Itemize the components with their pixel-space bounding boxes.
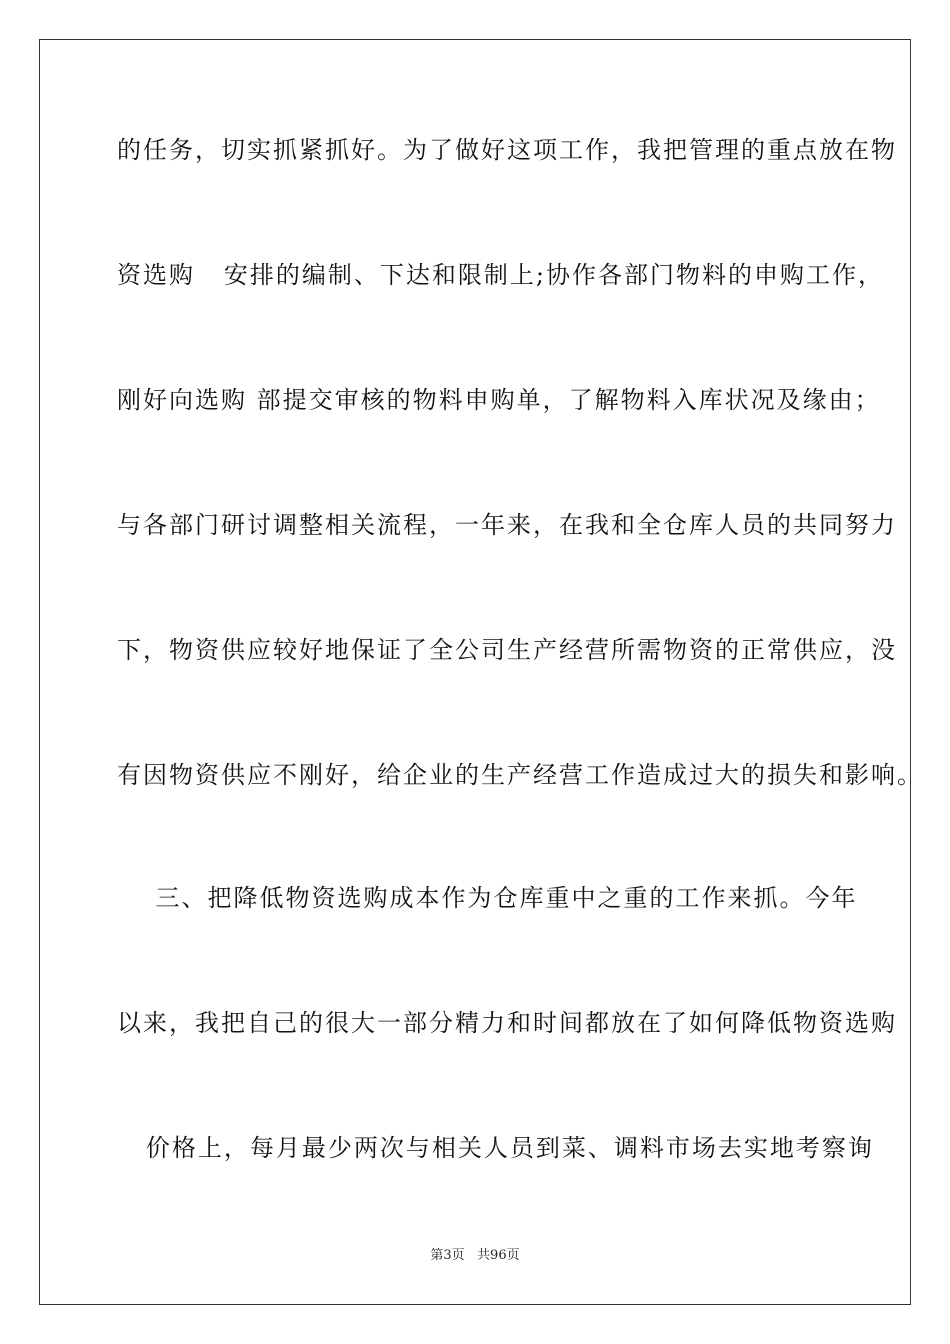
body-text-line: 刚好向选购 部提交审核的物料申购单，了解物料入库状况及缘由； xyxy=(117,386,881,414)
page-border xyxy=(39,39,923,1305)
body-text-line: 有因物资供应不刚好，给企业的生产经营工作造成过大的损失和影响。 xyxy=(117,761,923,789)
body-text-line: 价格上，每月最少两次与相关人员到菜、调料市场去实地考察询 xyxy=(117,1134,874,1162)
page-number-footer: 第3页 共96页 xyxy=(430,1248,520,1263)
body-text-line: 与各部门研讨调整相关流程，一年来，在我和全仓库人员的共同努力 xyxy=(117,511,897,539)
body-text-line: 的任务，切实抓紧抓好。为了做好这项工作，我把管理的重点放在物 xyxy=(117,136,897,164)
body-text-line: 以来，我把自己的很大一部分精力和时间都放在了如何降低物资选购 xyxy=(117,1009,897,1037)
body-text-line: 三、把降低物资选购成本作为仓库重中之重的工作来抓。今年 xyxy=(117,884,858,912)
body-text-line: 下，物资供应较好地保证了全公司生产经营所需物资的正常供应，没 xyxy=(117,636,897,664)
body-text-line: 资选购 安排的编制、下达和限制上;协作各部门物料的申购工作， xyxy=(117,261,884,289)
